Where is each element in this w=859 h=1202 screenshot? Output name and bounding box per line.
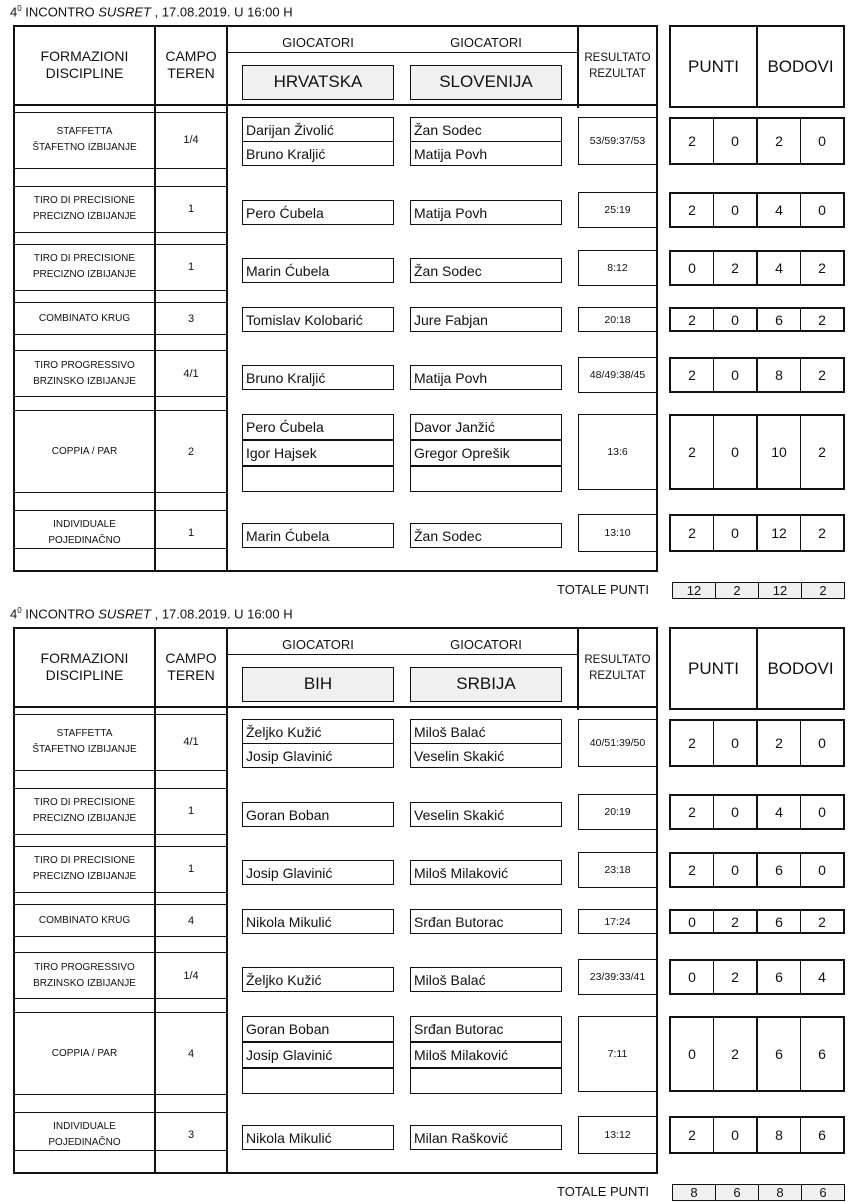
incontro-label: INCONTRO [21, 606, 99, 622]
discipline-cell [15, 115, 154, 165]
player-right-box: Žan Sodec [410, 258, 562, 283]
discipline-cell [15, 355, 154, 393]
discipline-cell [15, 414, 154, 490]
player-right-box: Miloš Milaković [410, 860, 562, 885]
discipline-name-it: TIRO DI PRECISIONE [33, 797, 136, 808]
rezultat-header: REZULTAT [589, 670, 646, 682]
discipline-name-hr: POJEDINAČNO [48, 1137, 121, 1148]
score-box [669, 959, 845, 995]
resultato-header: RESULTATO [584, 654, 651, 666]
score-box [669, 719, 845, 767]
bodovi-cell: 0 [818, 133, 826, 149]
discipline-text [39, 311, 130, 327]
player-left-box: Željko Kužić [242, 967, 394, 992]
header-divider [228, 52, 577, 53]
row-line [15, 168, 227, 169]
match-datetime: , 17.08.2019. U 16:00 H [150, 4, 293, 20]
formazioni-header: FORMAZIONI [40, 48, 129, 64]
player-right-box: Žan Sodec [410, 117, 562, 142]
discipline-text [52, 444, 117, 460]
team-right-box: SRBIJA [410, 667, 562, 702]
teren-header: TEREN [167, 667, 215, 683]
discipline-text [33, 193, 136, 225]
bodovi-header: BODOVI [767, 57, 834, 76]
player-right-box: Gregor Oprešik [410, 440, 562, 466]
punti-cell: 2 [671, 516, 714, 550]
bodovi-cell: 2 [818, 367, 826, 383]
discipline-name-it: TIRO PROGRESSIVO [34, 962, 135, 973]
row-line [15, 396, 227, 397]
rezultat-header: REZULTAT [589, 68, 646, 80]
team-left-box: BIH [242, 667, 394, 702]
row-line [15, 186, 227, 187]
player-left-box [242, 1068, 394, 1094]
discipline-text [33, 795, 136, 827]
discipline-name-it: TIRO DI PRECISIONE [33, 195, 136, 206]
total-cell: 8 [759, 1185, 802, 1200]
result-box: 7:11 [578, 1016, 657, 1092]
punti-header: PUNTI [688, 57, 739, 76]
row-line [15, 770, 227, 771]
discipline-cell [15, 190, 154, 228]
susret-label: SUSRET [98, 4, 151, 20]
row-line [15, 1012, 227, 1013]
player-left-box: Pero Ćubela [242, 200, 394, 225]
campo-header: CAMPO [165, 650, 217, 666]
row-line [15, 290, 227, 291]
bodovi-cell: 0 [818, 804, 826, 820]
bodovi-cell: 6 [758, 1018, 801, 1090]
discipline-text [32, 726, 136, 758]
result-box: 13:12 [578, 1116, 657, 1154]
player-left-box: Josip Glavinić [242, 1042, 394, 1068]
bodovi-cell: 6 [758, 911, 801, 932]
score-box [669, 1016, 845, 1092]
match-datetime: , 17.08.2019. U 16:00 H [150, 606, 293, 622]
discipline-header: DISCIPLINE [45, 667, 124, 683]
row-line [15, 302, 227, 303]
score-box [669, 794, 845, 830]
bodovi-cell: 8 [758, 1118, 801, 1152]
field-cell: 4 [187, 915, 195, 927]
field-cell: 1 [187, 261, 195, 273]
punti-cell: 0 [714, 194, 758, 226]
row-line [15, 998, 227, 999]
score-box [669, 1116, 845, 1154]
teren-header: TEREN [167, 65, 215, 81]
bodovi-cell: 0 [818, 862, 826, 878]
bodovi-cell: 6 [818, 1046, 826, 1062]
score-box [669, 250, 845, 286]
bodovi-cell: 10 [758, 416, 801, 488]
punti-cell: 0 [671, 252, 714, 284]
player-right-box: Srđan Butorac [410, 909, 562, 934]
punti-cell: 2 [671, 721, 714, 765]
totals-box [672, 1184, 845, 1201]
discipline-text [48, 1119, 120, 1151]
match-title [10, 606, 293, 621]
discipline-name-it: COPPIA / PAR [51, 446, 118, 457]
discipline-name-hr: PRECIZNO IZBIJANJE [32, 211, 137, 222]
total-cell: 6 [819, 1185, 827, 1200]
discipline-text [33, 251, 136, 283]
discipline-name-hr: BRZINSKO IZBIJANJE [33, 978, 136, 989]
bodovi-cell: 4 [758, 194, 801, 226]
row-line [15, 834, 227, 835]
row-line [15, 334, 227, 335]
discipline-name-it: COMBINATO KRUG [38, 915, 131, 926]
field-cell: 3 [187, 313, 195, 325]
row-line [15, 1112, 227, 1113]
result-box: 40/51:39/50 [578, 719, 657, 767]
bodovi-cell: 6 [758, 854, 801, 886]
giocatori-right-header: GIOCATORI [450, 35, 522, 50]
row-line [15, 936, 227, 937]
field-cell: 1 [187, 527, 195, 539]
discipline-name-it: TIRO DI PRECISIONE [33, 855, 136, 866]
campo-header: CAMPO [165, 48, 217, 64]
discipline-name-it: COPPIA / PAR [51, 1048, 118, 1059]
field-cell: 4/1 [183, 736, 199, 748]
result-box: 20:19 [578, 794, 657, 830]
resultato-header: RESULTATO [584, 52, 651, 64]
discipline-name-hr: ŠTAFETNO IZBIJANJE [32, 142, 137, 153]
player-left-box: Bruno Kraljić [242, 365, 394, 390]
discipline-cell [15, 957, 154, 995]
punti-cell: 0 [714, 1118, 758, 1152]
total-cell: 2 [716, 583, 759, 598]
bodovi-cell: 0 [818, 735, 826, 751]
row-line [15, 492, 227, 493]
totale-punti-label: TOTALE PUNTI [557, 582, 649, 597]
match-superscript: 0 [17, 606, 22, 615]
discipline-text [33, 358, 136, 390]
bodovi-header: BODOVI [767, 659, 834, 678]
player-right-box: Matija Povh [410, 365, 562, 390]
total-cell: 8 [673, 1185, 716, 1200]
score-box [669, 357, 845, 393]
player-right-box: Matija Povh [410, 141, 562, 166]
bodovi-cell: 6 [758, 309, 801, 330]
field-cell: 1/4 [183, 970, 199, 982]
total-cell: 6 [716, 1185, 759, 1200]
discipline-name-hr: POJEDINAČNO [48, 535, 121, 546]
bodovi-cell: 4 [758, 796, 801, 828]
result-box: 25:19 [578, 192, 657, 228]
match-number: 4 [10, 4, 18, 20]
row-line [15, 510, 227, 511]
bodovi-cell: 2 [758, 119, 801, 163]
bodovi-cell: 2 [758, 721, 801, 765]
player-right-box: Veselin Skakić [410, 743, 562, 768]
punti-cell: 0 [714, 854, 758, 886]
result-box: 53/59:37/53 [578, 117, 657, 165]
discipline-name-hr: PRECIZNO IZBIJANJE [32, 813, 137, 824]
score-box [669, 514, 845, 552]
punti-cell: 2 [671, 416, 714, 488]
bodovi-cell: 6 [818, 1127, 826, 1143]
result-box: 13:10 [578, 514, 657, 552]
row-line [15, 112, 227, 113]
result-box: 20:18 [578, 307, 657, 332]
player-left-box: Željko Kužić [242, 719, 394, 744]
player-right-box: Srđan Butorac [410, 1016, 562, 1042]
field-cell: 1 [187, 863, 195, 875]
punti-cell: 0 [714, 119, 758, 163]
player-left-box: Goran Boban [242, 1016, 394, 1042]
score-box [669, 852, 845, 888]
discipline-text [52, 1046, 117, 1062]
field-cell: 1/4 [183, 134, 199, 146]
header-bottom-line [13, 706, 658, 708]
discipline-text [33, 853, 136, 885]
discipline-name-hr: ŠTAFETNO IZBIJANJE [32, 744, 137, 755]
header-bottom-line [13, 104, 658, 106]
player-left-box: Josip Glavinić [242, 743, 394, 768]
punti-cell: 2 [671, 194, 714, 226]
bodovi-cell: 0 [818, 202, 826, 218]
team-right-box: SLOVENIJA [410, 65, 562, 100]
discipline-cell [15, 514, 154, 552]
row-line [15, 714, 227, 715]
match-superscript: 0 [17, 4, 22, 13]
discipline-text [33, 960, 136, 992]
punti-cell: 2 [671, 359, 714, 391]
player-right-box: Miloš Balać [410, 719, 562, 744]
bodovi-cell: 6 [758, 961, 801, 993]
team-left-box: HRVATSKA [242, 65, 394, 100]
player-right-box: Davor Janžić [410, 414, 562, 440]
row-line [15, 244, 227, 245]
giocatori-left-header: GIOCATORI [282, 35, 354, 50]
punti-cell: 2 [671, 1118, 714, 1152]
row-line [15, 232, 227, 233]
discipline-cell [15, 248, 154, 286]
score-box [669, 192, 845, 228]
field-cell: 3 [187, 1129, 195, 1141]
player-left-box: Igor Hajsek [242, 440, 394, 466]
row-line [15, 892, 227, 893]
punti-cell: 2 [714, 252, 758, 284]
score-box [669, 117, 845, 165]
player-left-box: Pero Ćubela [242, 414, 394, 440]
player-right-box [410, 1068, 562, 1094]
discipline-cell [15, 307, 154, 331]
giocatori-left-header: GIOCATORI [282, 637, 354, 652]
result-box: 23/39:33/41 [578, 959, 657, 995]
punti-cell: 0 [671, 1018, 714, 1090]
punti-cell: 0 [671, 961, 714, 993]
result-box: 8:12 [578, 250, 657, 286]
incontro-label: INCONTRO [21, 4, 99, 20]
player-right-box [410, 466, 562, 492]
match-block [0, 0, 859, 600]
player-right-box: Jure Fabjan [410, 307, 562, 332]
bodovi-cell: 4 [818, 969, 826, 985]
punti-header: PUNTI [688, 659, 739, 678]
player-left-box: Goran Boban [242, 802, 394, 827]
bodovi-cell: 2 [818, 311, 826, 328]
player-right-box: Miloš Milaković [410, 1042, 562, 1068]
row-line [15, 350, 227, 351]
player-left-box: Nikola Mikulić [242, 909, 394, 934]
formazioni-header: FORMAZIONI [40, 650, 129, 666]
punti-cell: 2 [671, 854, 714, 886]
discipline-cell [15, 792, 154, 830]
discipline-name-it: INDIVIDUALE [53, 519, 116, 530]
player-right-box: Matija Povh [410, 200, 562, 225]
discipline-cell [15, 717, 154, 767]
score-box [669, 307, 845, 332]
player-left-box: Tomislav Kolobarić [242, 307, 394, 332]
column-divider [226, 627, 228, 1174]
bodovi-cell: 2 [818, 260, 826, 276]
field-cell: 1 [187, 805, 195, 817]
player-left-box: Darijan Živolić [242, 117, 394, 142]
header-divider [228, 654, 577, 655]
punti-cell: 0 [714, 359, 758, 391]
result-box: 23:18 [578, 852, 657, 888]
result-box: 13:6 [578, 414, 657, 490]
punti-cell: 0 [714, 796, 758, 828]
match-block [0, 602, 859, 1202]
discipline-header: DISCIPLINE [45, 65, 124, 81]
column-divider [226, 25, 228, 572]
punti-cell: 0 [714, 516, 758, 550]
punti-cell: 2 [671, 119, 714, 163]
discipline-name-hr: PRECIZNO IZBIJANJE [32, 269, 137, 280]
field-cell: 4 [187, 1048, 195, 1060]
row-line [15, 410, 227, 411]
punti-cell: 2 [671, 309, 714, 330]
bodovi-cell: 2 [818, 525, 826, 541]
bodovi-cell: 2 [818, 913, 826, 930]
score-box [669, 909, 845, 934]
discipline-name-hr: BRZINSKO IZBIJANJE [33, 376, 136, 387]
totale-punti-label: TOTALE PUNTI [557, 1184, 649, 1199]
player-left-box: Nikola Mikulić [242, 1125, 394, 1150]
row-line [15, 904, 227, 905]
result-box: 17:24 [578, 909, 657, 934]
field-cell: 4/1 [183, 368, 199, 380]
punti-cell: 0 [671, 911, 714, 932]
punti-cell: 0 [714, 416, 758, 488]
totals-box [672, 582, 845, 599]
player-right-box: Milan Rašković [410, 1125, 562, 1150]
row-line [15, 846, 227, 847]
total-cell: 2 [819, 583, 827, 598]
match-number: 4 [10, 606, 18, 622]
bodovi-cell: 8 [758, 359, 801, 391]
row-line [15, 1094, 227, 1095]
discipline-name-it: STAFFETTA [56, 126, 113, 137]
player-right-box: Miloš Balać [410, 967, 562, 992]
discipline-text [48, 517, 120, 549]
row-line [15, 788, 227, 789]
match-title [10, 4, 293, 19]
bodovi-cell: 4 [758, 252, 801, 284]
susret-label: SUSRET [98, 606, 151, 622]
player-left-box: Josip Glavinić [242, 860, 394, 885]
discipline-name-it: TIRO PROGRESSIVO [34, 360, 135, 371]
player-right-box: Veselin Skakić [410, 802, 562, 827]
discipline-name-it: STAFFETTA [56, 728, 113, 739]
discipline-name-it: INDIVIDUALE [53, 1121, 116, 1132]
total-cell: 12 [759, 583, 802, 598]
field-cell: 1 [187, 203, 195, 215]
bodovi-cell: 12 [758, 516, 801, 550]
player-right-box: Žan Sodec [410, 523, 562, 548]
field-cell: 2 [187, 446, 195, 458]
discipline-text [32, 124, 136, 156]
punti-cell: 2 [714, 1018, 758, 1090]
discipline-cell [15, 850, 154, 888]
discipline-name-it: COMBINATO KRUG [38, 313, 131, 324]
giocatori-right-header: GIOCATORI [450, 637, 522, 652]
total-cell: 12 [673, 583, 716, 598]
player-left-box: Bruno Kraljić [242, 141, 394, 166]
punti-cell: 2 [671, 796, 714, 828]
discipline-name-hr: PRECIZNO IZBIJANJE [32, 871, 137, 882]
punti-cell: 0 [714, 721, 758, 765]
punti-cell: 2 [714, 961, 758, 993]
punti-cell: 2 [714, 911, 758, 932]
discipline-cell [15, 1116, 154, 1154]
discipline-cell [15, 909, 154, 933]
score-box [669, 414, 845, 490]
player-left-box: Marin Ćubela [242, 258, 394, 283]
player-left-box: Marin Ćubela [242, 523, 394, 548]
result-box: 48/49:38/45 [578, 357, 657, 393]
discipline-name-it: TIRO DI PRECISIONE [33, 253, 136, 264]
bodovi-cell: 2 [818, 444, 826, 460]
player-left-box [242, 466, 394, 492]
punti-cell: 0 [714, 309, 758, 330]
discipline-text [39, 913, 130, 929]
discipline-cell [15, 1016, 154, 1092]
row-line [15, 952, 227, 953]
